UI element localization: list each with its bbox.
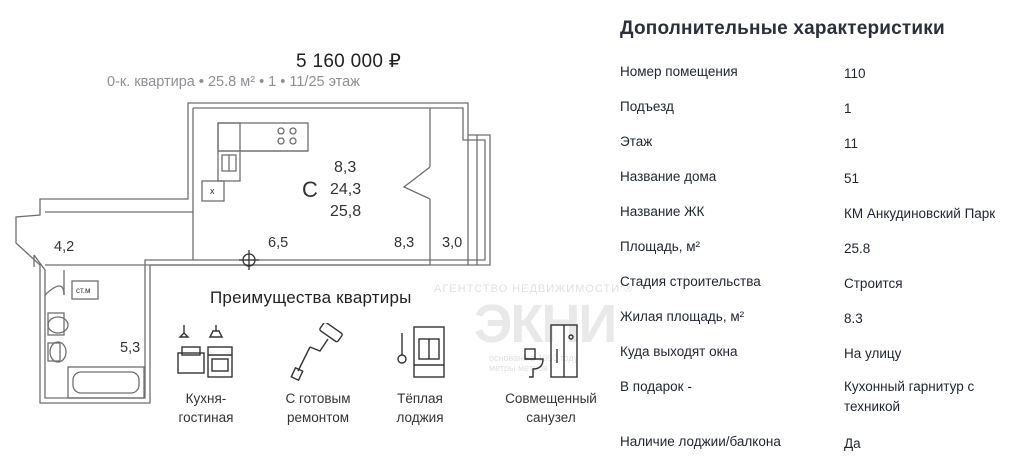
advantage-renovation: [270, 323, 366, 427]
listing-subinfo: 0-к. квартира • 25.8 м² • 1 • 11/25 этаж: [107, 74, 360, 90]
paint-roller-icon: [290, 323, 346, 381]
details-title: Дополнительные характеристики: [620, 18, 945, 39]
details-value: Кухонный гарнитур с техникой: [844, 379, 975, 414]
advantage-warm-loggia: [380, 323, 460, 427]
details-value: Да: [844, 436, 861, 451]
plan-area-total-room: 24,3: [330, 181, 362, 198]
details-value: 8.3: [844, 311, 863, 326]
details-key: Стадия строительства: [620, 274, 761, 289]
room-type-letter: С: [302, 177, 318, 202]
plan-stm-label: ст.м: [76, 286, 91, 295]
advantage-combined-bathroom: [496, 323, 606, 427]
advantage-kitchen-line2: гостиная: [178, 410, 234, 425]
plan-area-living: 8,3: [334, 159, 357, 176]
details-key: Наличие лоджии/балкона: [620, 434, 781, 449]
details-key: Жилая площадь, м²: [620, 309, 745, 324]
details-value: 51: [844, 171, 860, 186]
details-key: Номер помещения: [620, 64, 738, 79]
advantage-bathroom-line1: Совмещенный: [505, 391, 597, 406]
agency-watermark: АГЕНТСТВО НЕДВИЖИМОСТИ ® ЭКНИ основано в 1993 году метры метров: [434, 283, 634, 373]
details-value: 25.8: [844, 241, 871, 256]
agency-watermark-logo: ЭКНИ: [474, 294, 616, 354]
kitchen-living-icon: [176, 323, 236, 381]
details-key: Площадь, м²: [620, 239, 701, 254]
details-key: Название ЖК: [620, 204, 705, 219]
advantage-renovation-line1: С готовым: [285, 391, 351, 406]
advantage-bathroom-line2: санузел: [526, 410, 576, 425]
plan-x-label: x: [210, 186, 215, 196]
details-key: Куда выходят окна: [620, 344, 738, 359]
plan-area-bathroom: 5,3: [120, 340, 141, 356]
details-value: Строится: [844, 276, 903, 291]
details-key: Этаж: [620, 134, 653, 149]
listing-price: 5 160 000 ₽: [296, 51, 402, 72]
advantages-title: Преимущества квартиры: [210, 288, 412, 307]
combined-bathroom-icon: [521, 323, 581, 381]
details-key: Подъезд: [620, 99, 674, 114]
plan-area-hall: 4,2: [54, 239, 75, 255]
advantage-kitchen-living: [160, 323, 252, 427]
plan-area-corridor: 6,5: [268, 235, 289, 251]
advantage-kitchen-line1: Кухня-: [185, 391, 227, 406]
advantage-loggia-line1: Тёплая: [397, 391, 443, 406]
details-key: В подарок -: [620, 379, 692, 394]
warm-loggia-icon: [392, 323, 448, 381]
plan-area-loggia: 3,0: [442, 235, 463, 251]
advantage-renovation-line2: ремонтом: [286, 410, 350, 425]
details-value: КМ Анкудиновский Парк: [844, 206, 996, 221]
details-value: На улицу: [844, 346, 902, 361]
advantage-loggia-line2: лоджия: [396, 410, 444, 425]
details-value: 11: [844, 136, 859, 151]
plan-marker-icon: [239, 250, 259, 270]
details-key: Название дома: [620, 169, 717, 184]
plan-area-room-right: 8,3: [394, 235, 415, 251]
details-panel: [620, 0, 1024, 472]
details-value: 1: [844, 101, 852, 116]
plan-area-total: 25,8: [330, 203, 362, 220]
details-value: 110: [844, 66, 866, 81]
